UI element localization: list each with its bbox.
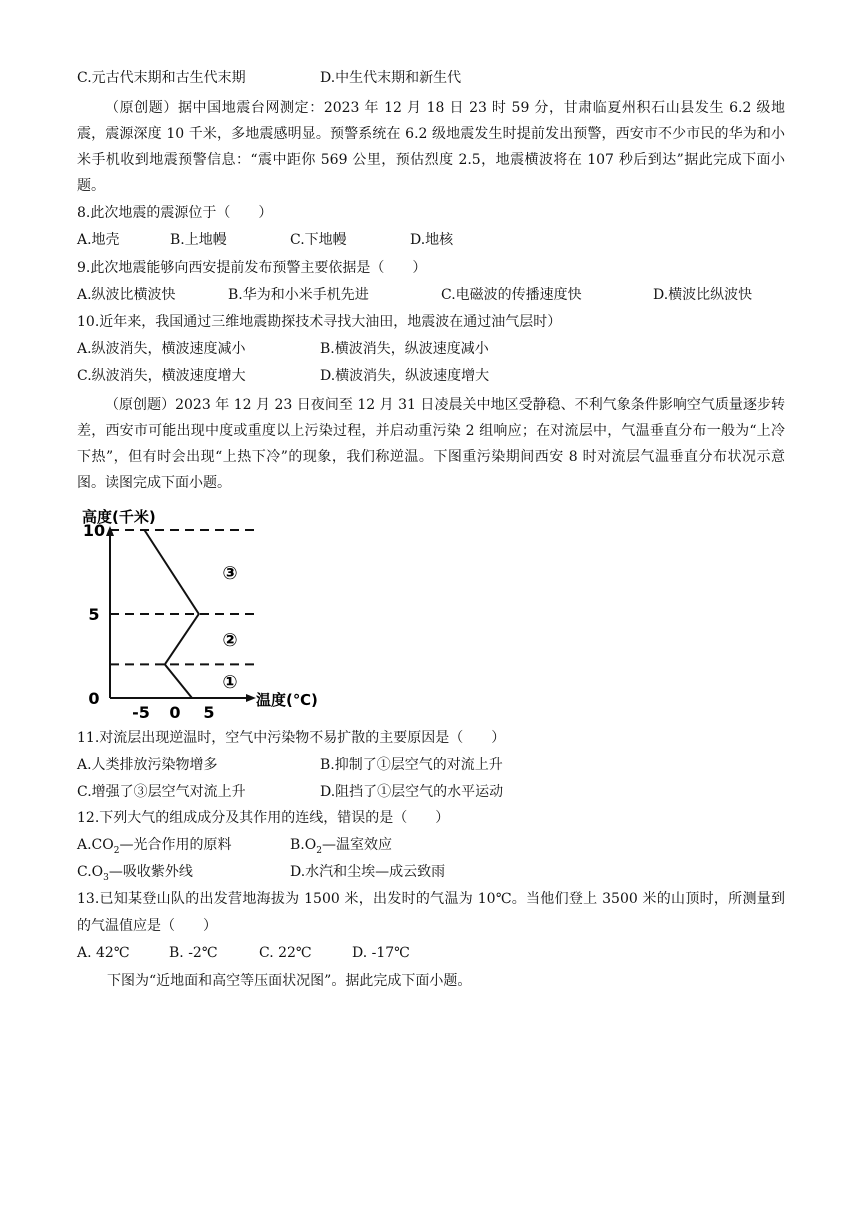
x-axis-arrow (246, 694, 256, 702)
y-axis-label: 高度(千米) (82, 508, 156, 526)
next-section-intro: 下图为“近地面和高空等压面状况图”。据此完成下面小题。 (107, 973, 472, 989)
q12-option-d: D.水汽和尘埃—成云致雨 (290, 864, 446, 880)
q13-option-b: B. -2℃ (169, 945, 218, 961)
q12-option-a: $A.CO_2—$光合作用的原料 (77, 837, 232, 856)
x-tick-label: 0 (169, 703, 181, 720)
q11-option-a: A.人类排放污染物增多 (77, 757, 218, 773)
q12-option-b: $B.O_2—$温室效应 (290, 837, 392, 856)
q8-option-a: A.地壳 (77, 232, 120, 248)
q7-option-c: C.元古代末期和古生代末期 (77, 70, 246, 86)
q8-option-b: B.上地幔 (170, 232, 227, 248)
x-tick-label: -5 (132, 703, 150, 720)
q11-stem: 11.对流层出现逆温时，空气中污染物不易扩散的主要原因是（ ） (77, 730, 506, 746)
q11-option-b: B.抑制了①层空气的对流上升 (320, 757, 503, 773)
passage-inversion: （原创题）2023 年 12 月 23 日夜间至 12 月 31 日凌晨关中地区受静稳、不利气象条件影响空气质量逐步转差，西安市可能出现中度或重度以上污染过程，并启动重污染 2 组响应；在对流层中，气温垂直分布一般为“上冷下热”，但有时会出现“上热下冷”的现象，我们称逆温。下图重污染期间西安 8 时对流层气温垂直分布状况示意图。读图完成下面小题。 (77, 397, 785, 491)
q9-option-d: D.横波比纵波快 (653, 287, 753, 303)
q9-option-a: A.纵波比横波快 (77, 287, 176, 303)
q10-option-a: A.纵波消失，横波速度减小 (77, 341, 246, 357)
q12-option-c: $C.O_3—$吸收紫外线 (77, 864, 193, 883)
y-tick-label: 5 (88, 605, 100, 624)
q10-option-b: B.横波消失，纵波速度减小 (320, 341, 489, 357)
layer-label-3: ③ (222, 563, 238, 584)
q10-option-c: C.纵波消失，横波速度增大 (77, 368, 246, 384)
q13-option-a: A. 42℃ (77, 945, 130, 961)
q13-option-d: D. -17℃ (352, 945, 410, 961)
temperature-profile-chart (80, 500, 340, 720)
q10-option-d: D.横波消失，纵波速度增大 (320, 368, 490, 384)
passage-earthquake: （原创题）据中国地震台网测定：2023 年 12 月 18 日 23 时 59 分，甘肃临夏州积石山县发生 6.2 级地震，震源深度 10 千米，多地震感明显。预警系统在 6.2 级地震发生时提前发出预警，西安市不少市民的华为和小米手机收到地震预警信息：“震中距你 569 公里，预估烈度 2.5，地震横波将在 107 秒后到达”据此完成下面小题。 (77, 100, 785, 194)
q8-stem: 8.此次地震的震源位于（ ） (77, 205, 273, 221)
q8-option-d: D.地核 (410, 232, 454, 248)
q9-option-c: C.电磁波的传播速度快 (441, 287, 582, 303)
q12-stem: 12.下列大气的组成成分及其作用的连线，错误的是（ ） (77, 810, 450, 826)
q10-stem: 10.近年来，我国通过三维地震勘探技术寻找大油田，地震波在通过油气层时） (77, 314, 562, 330)
q13-stem: 13.已知某登山队的出发营地海拔为 1500 米，出发时的气温为 10℃。当他们登上 3500 米的山顶时，所测量到的气温值应是（ ） (77, 891, 785, 934)
y-tick-label: 10 (82, 521, 106, 540)
q7-option-d: D.中生代末期和新生代 (320, 70, 462, 86)
x-tick-label: 5 (203, 703, 215, 720)
y-tick-label: 0 (88, 689, 100, 708)
x-axis-label: 温度(℃) (256, 691, 318, 709)
layer-label-2: ② (222, 630, 238, 652)
q9-stem: 9.此次地震能够向西安提前发布预警主要依据是（ ） (77, 260, 427, 276)
q11-option-c: C.增强了③层空气对流上升 (77, 784, 246, 800)
q11-option-d: D.阻挡了①层空气的水平运动 (320, 784, 504, 800)
q8-option-c: C.下地幔 (290, 232, 347, 248)
q9-option-b: B.华为和小米手机先进 (228, 287, 369, 303)
layer-label-1: ① (222, 672, 238, 694)
q13-option-c: C. 22℃ (259, 945, 312, 961)
